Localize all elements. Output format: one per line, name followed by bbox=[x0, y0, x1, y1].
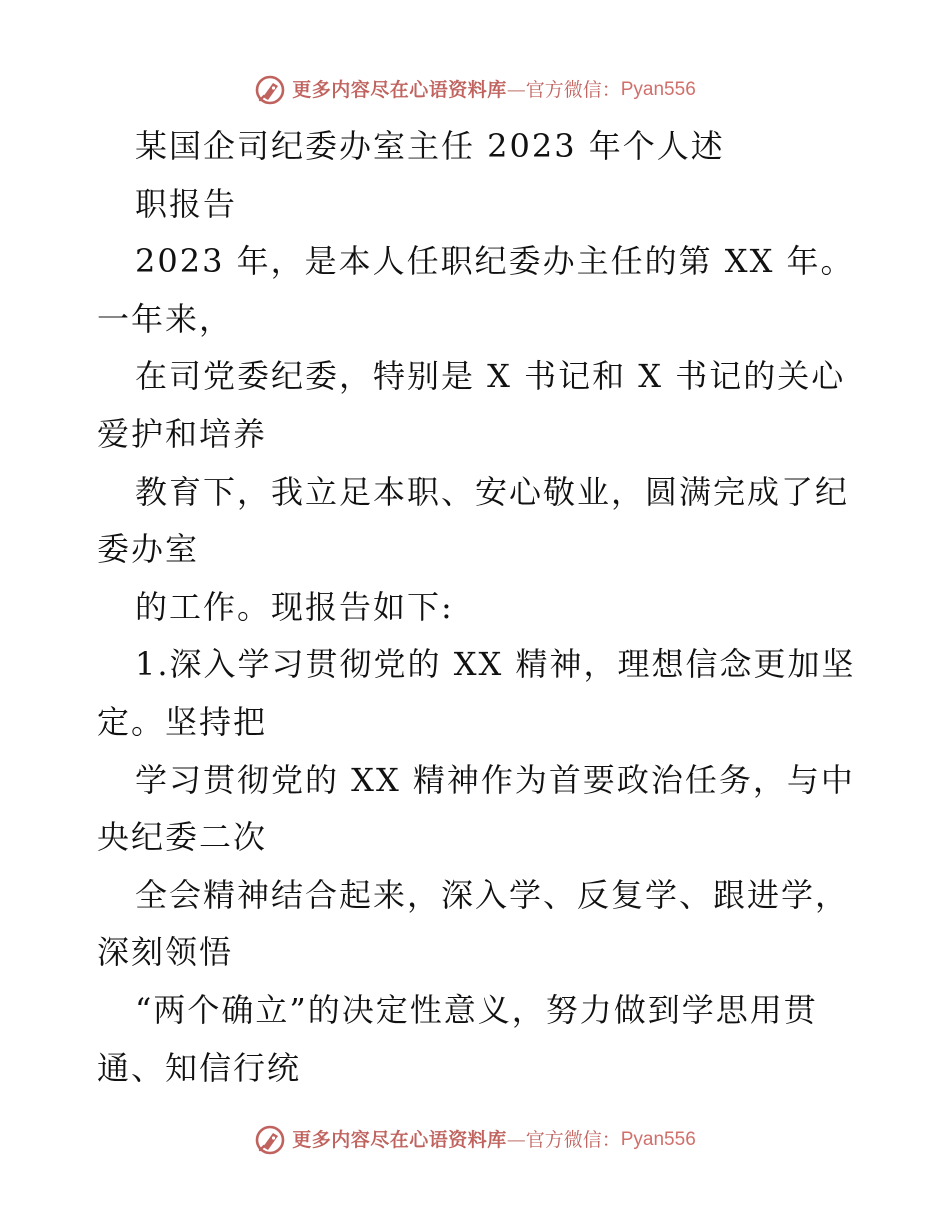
paragraph-line: 深刻领悟 bbox=[97, 933, 234, 972]
document-title-line-1: 某国企司纪委办室主任 2023 年个人述 bbox=[135, 127, 725, 165]
paragraph-line: 全会精神结合起来，深入学、反复学、跟进学， bbox=[135, 875, 850, 914]
paragraph-line: 1.深入学习贯彻党的 XX 精神，理想信念更加坚 bbox=[135, 645, 856, 684]
paragraph-line: 教育下，我立足本职、安心敬业，圆满完成了纪 bbox=[135, 472, 850, 511]
watermark-wechat-label: 官方微信： bbox=[525, 1129, 621, 1151]
pen-nib-circle-icon bbox=[254, 1124, 286, 1156]
footer-watermark bbox=[0, 1124, 950, 1156]
watermark-text: 更多内容尽在心语资料库 bbox=[292, 79, 507, 101]
paragraph-line: 学习贯彻党的 XX 精神作为首要政治任务，与中 bbox=[135, 760, 855, 799]
paragraph-line: 一年来， bbox=[97, 299, 234, 338]
watermark-dash: — bbox=[506, 1129, 526, 1151]
watermark-wechat-id: Pyan556 bbox=[620, 79, 696, 100]
paragraph-line: 定。坚持把 bbox=[97, 702, 268, 741]
watermark-wechat-id: Pyan556 bbox=[620, 1129, 696, 1150]
paragraph-line: 爱护和培养 bbox=[97, 414, 268, 453]
paragraph-line: “两个确立”的决定性意义，努力做到学思用贯 bbox=[135, 990, 818, 1029]
watermark-dash: — bbox=[506, 79, 526, 101]
document-title-line-2: 职报告 bbox=[135, 184, 238, 223]
watermark-wechat-label: 官方微信： bbox=[525, 79, 621, 101]
paragraph-line: 2023 年，是本人任职纪委办主任的第 XX 年。 bbox=[135, 242, 855, 281]
paragraph-line: 在司党委纪委，特别是 X 书记和 X 书记的关心 bbox=[135, 357, 846, 396]
paragraph-line: 委办室 bbox=[97, 530, 200, 569]
paragraph-line: 通、知信行统 bbox=[97, 1048, 302, 1087]
header-watermark bbox=[0, 74, 950, 106]
paragraph-line: 的工作。现报告如下: bbox=[135, 587, 454, 626]
document-body bbox=[97, 118, 867, 1097]
paragraph-line: 央纪委二次 bbox=[97, 818, 268, 857]
pen-nib-circle-icon bbox=[254, 74, 286, 106]
watermark-text: 更多内容尽在心语资料库 bbox=[292, 1129, 507, 1151]
